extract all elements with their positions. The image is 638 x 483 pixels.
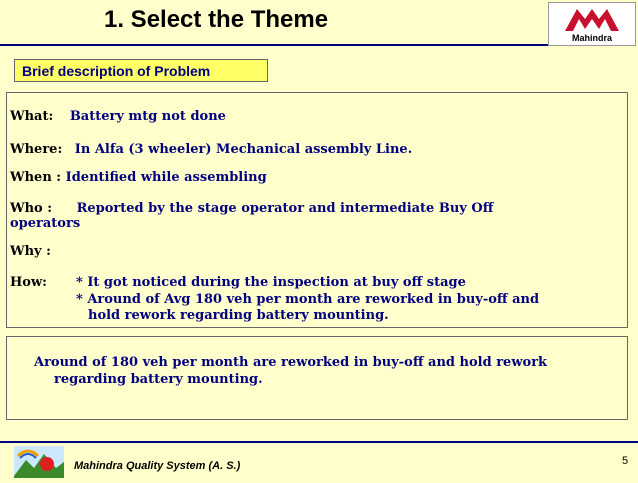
who-row (10, 201, 493, 216)
how-point-2: * Around of Avg 180 veh per month are reworked in buy-off and (76, 292, 540, 307)
mahindra-logo-icon (561, 5, 623, 33)
why-label: Why : (10, 244, 51, 259)
what-row (10, 109, 226, 124)
footer-rule (0, 441, 638, 443)
mahindra-logo (548, 2, 636, 46)
slide-title: 1. Select the Theme (104, 6, 329, 33)
who-value-cont: operators (10, 216, 81, 231)
title-rule (0, 44, 548, 46)
who-value: Reported by the stage operator and intermediate Buy Off (76, 201, 494, 216)
summary-line-2: regarding battery mounting. (54, 372, 263, 387)
where-value: In Alfa (3 wheeler) Mechanical assembly Line. (74, 142, 413, 157)
when-value: Identified while assembling (65, 170, 267, 185)
when-row (10, 170, 267, 185)
how-label: How: (10, 275, 47, 290)
how-point-2-cont: hold rework regarding battery mounting. (88, 308, 389, 323)
quality-system-logo (14, 446, 64, 478)
what-value: Battery mtg not done (69, 109, 226, 124)
footer-text: Mahindra Quality System (A. S.) (74, 460, 241, 472)
where-label: Where: (10, 142, 63, 157)
problem-tag: Brief description of Problem (14, 59, 268, 82)
logo-text: Mahindra (571, 33, 612, 43)
quality-system-logo-icon (14, 446, 64, 478)
who-label: Who : (10, 201, 53, 216)
when-label: When : (10, 170, 62, 185)
how-point-1: * It got noticed during the inspection at buy off stage (76, 275, 466, 290)
what-label: What: (10, 109, 54, 124)
page-number: 5 (622, 455, 629, 467)
summary-line-1: Around of 180 veh per month are reworked in buy-off and hold rework (34, 355, 548, 370)
where-row (10, 142, 412, 157)
